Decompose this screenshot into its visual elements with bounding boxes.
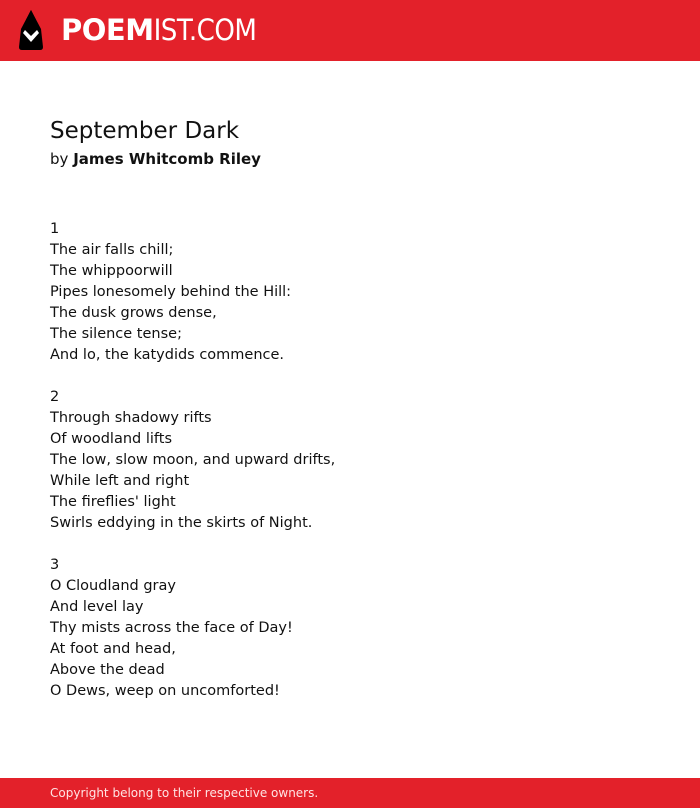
stanza-number: 2 xyxy=(50,389,60,405)
poem-line: Above the dead xyxy=(50,662,165,678)
poem-line: The dusk grows dense, xyxy=(50,305,217,321)
poem-line: The fireflies' light xyxy=(50,494,176,510)
poem-line: And level lay xyxy=(50,599,144,615)
poem-line: The whippoorwill xyxy=(50,263,173,279)
poem-line: Thy mists across the face of Day! xyxy=(50,620,293,636)
poem-line: O Cloudland gray xyxy=(50,578,176,594)
site-footer xyxy=(0,778,700,808)
by-label: by xyxy=(50,150,69,168)
stanza-3 xyxy=(50,555,650,702)
byline xyxy=(50,149,261,169)
author-name: James Whitcomb Riley xyxy=(73,150,261,168)
poem-line: The low, slow moon, and upward drifts, xyxy=(50,452,336,468)
poem-line: Swirls eddying in the skirts of Night. xyxy=(50,515,313,531)
poem-body xyxy=(50,219,650,723)
poem-line: The silence tense; xyxy=(50,326,182,342)
stanza-2 xyxy=(50,387,650,534)
logo-bold-text: POEM xyxy=(61,13,154,47)
poem-line: Through shadowy rifts xyxy=(50,410,212,426)
poem-line: Of woodland lifts xyxy=(50,431,172,447)
poem-line: Pipes lonesomely behind the Hill: xyxy=(50,284,292,300)
site-logo xyxy=(61,12,256,48)
poem-line: The air falls chill; xyxy=(50,242,174,258)
site-header xyxy=(0,0,700,61)
stanza-number: 3 xyxy=(50,557,60,573)
stanza-number: 1 xyxy=(50,221,60,237)
poem-title: September Dark xyxy=(50,118,240,144)
logo-light-text: IST.COM xyxy=(153,13,257,47)
poem-line: While left and right xyxy=(50,473,190,489)
poem-line: And lo, the katydids commence. xyxy=(50,347,285,363)
stanza-1 xyxy=(50,219,650,366)
poem-line: At foot and head, xyxy=(50,641,176,657)
poem-line: O Dews, weep on uncomforted! xyxy=(50,683,280,699)
pencil-tip-icon xyxy=(18,9,44,51)
copyright-notice: Copyright belong to their respective owners. xyxy=(50,786,319,800)
